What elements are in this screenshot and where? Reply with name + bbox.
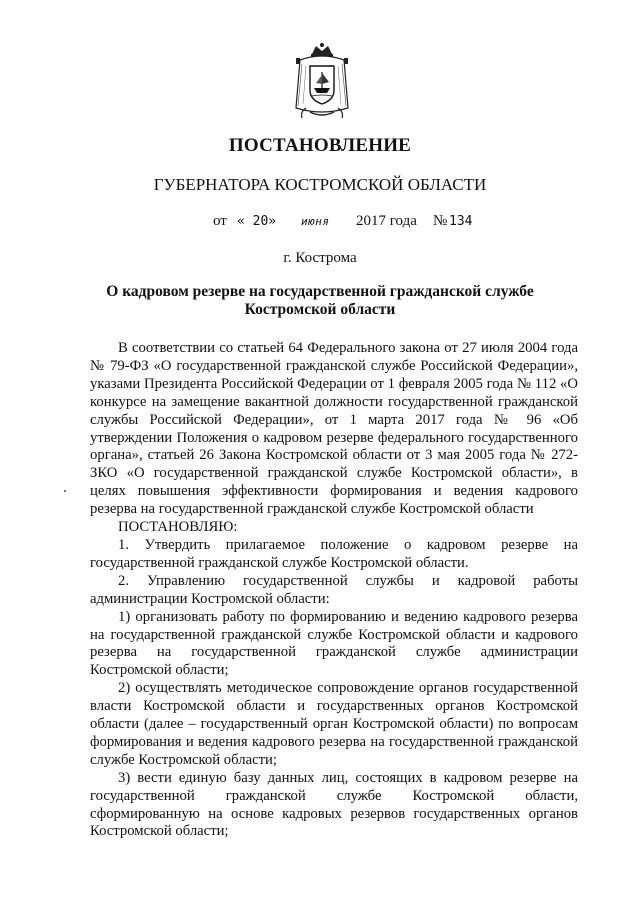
- margin-mark: [64, 490, 66, 492]
- document-title-line-2: Костромской области: [244, 301, 396, 318]
- number-prefix: №: [433, 213, 448, 229]
- preamble-paragraph: В соответствии со статьей 64 Федерального закона от 27 июля 2004 года № 79-ФЗ «О государственной гражданской службе Российской Федерации», указами Президента Российской Федерации от 1 февраля 2005 года № 112 «О конкурсе на замещение вакантной должности государственной гражданской службы Российской Федерации», от 1 марта 2017 года № 96 «Об утверждении Положения о кадровом резерве федерального государственного органа», статьей 26 Закона Костромской области от 3 мая 2005 года № 272-ЗКО «О государственной гражданской службе Костромской области», в целях повышения эффективности формирования и ведения кадрового резерва на государственной гражданской службе Костромской области: [90, 340, 578, 518]
- date-year: 2017 года: [356, 213, 417, 229]
- subitem-paragraph-1: 1) организовать работу по формированию и ведению кадрового резерва на государственной гражданской службе Костромской области и кадрового резерва на государственной гражданской службе администрации Костромской области;: [90, 608, 578, 679]
- document-type-heading: ПОСТАНОВЛЕНИЕ: [228, 135, 412, 156]
- issuer-heading: ГУБЕРНАТОРА КОСТРОМСКОЙ ОБЛАСТИ: [153, 175, 487, 194]
- subitem-paragraph-2: 2) осуществлять методическое сопровождение органов государственной власти Костромской области и государственных органов Костромской области (далее – государственный орган Костромской области) по вопросам формирования и ведения кадрового резерва на государственной гражданской службе Костромской области;: [90, 680, 578, 768]
- document-title: [100, 283, 540, 319]
- coat-of-arms-emblem: [292, 42, 352, 120]
- subitem-paragraph-3: 3) вести единую базу данных лиц, состоящих в кадровом резерве на государственной гражданской службе Костромской области, сформированную на основе кадровых резервов государственных органов Костромской области;: [90, 769, 578, 840]
- city-line: г. Кострома: [283, 250, 357, 266]
- date-prefix: от: [213, 213, 227, 229]
- decree-word: ПОСТАНОВЛЯЮ:: [118, 519, 238, 536]
- document-body: [90, 340, 578, 841]
- document-number: 134: [449, 214, 473, 229]
- item-paragraph-1: 1. Утвердить прилагаемое положение о кадровом резерве на государственной гражданской службе Костромской области.: [90, 536, 578, 571]
- document-title-line-1: О кадровом резерве на государственной гражданской службе: [106, 283, 534, 300]
- date-day: « 20»: [237, 214, 277, 229]
- date-month: июня: [301, 215, 330, 228]
- item-paragraph-2: 2. Управлению государственной службы и кадровой работы администрации Костромской области:: [90, 572, 578, 607]
